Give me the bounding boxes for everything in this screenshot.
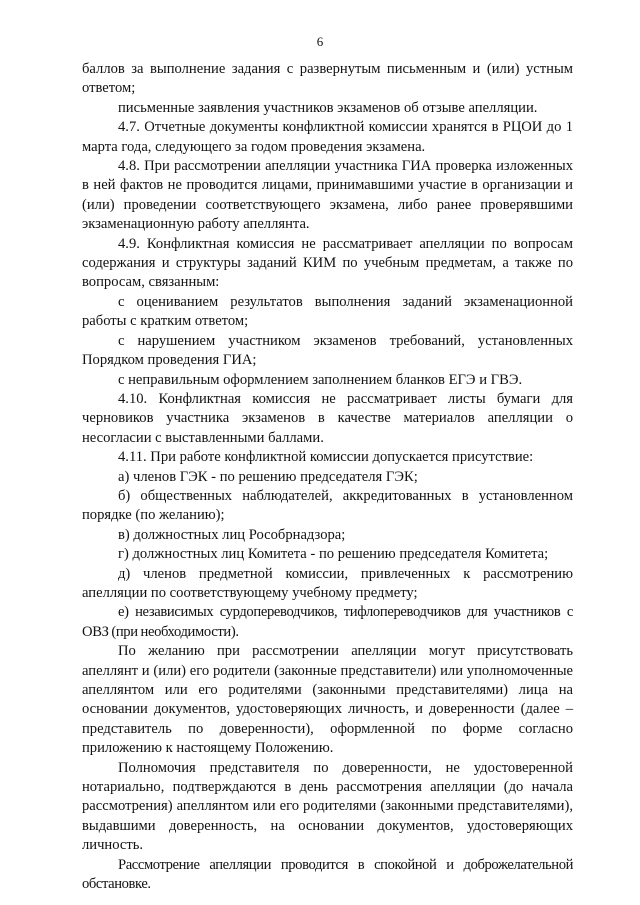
list-item-e: е) независимых сурдопереводчиков, тифлопереводчиков для участников с ОВЗ (при необходимости). xyxy=(82,604,573,640)
paragraph-violation: с нарушением участником экзаменов требований, установленных Порядком проведения ГИА; xyxy=(82,332,573,369)
paragraph-forms: с неправильным оформлением заполнением бланков ЕГЭ и ГВЭ. xyxy=(118,371,523,388)
paragraph-4-11: 4.11. При работе конфликтной комиссии допускается присутствие: xyxy=(118,449,534,466)
page-number: 6 xyxy=(316,34,324,49)
paragraph-4-7: 4.7. Отчетные документы конфликтной комиссии хранятся в РЦОИ до 1 марта года, следующего за годом проведения экзамена. xyxy=(82,119,573,155)
list-item-v: в) должностных лиц Рособрнадзора; xyxy=(118,526,346,543)
list-item-d: д) членов предметной комиссии, привлеченных к рассмотрению апелляции по соответствующему учебному предмету; xyxy=(82,565,573,601)
paragraph-answer-scores: баллов за выполнение задания с развернутым письменным и (или) устным ответом; xyxy=(82,61,573,97)
list-item-b: б) общественных наблюдателей, аккредитованных в установленном порядке (по желанию); xyxy=(82,487,573,524)
paragraph-attendees: По желанию при рассмотрении апелляции могут присутствовать апеллянт и (или) его родители (законные представители) или уполномоченные апеллянтом или его родителями (законными представителями) лица на основании документов, удостоверяющих личность, и доверенности (далее – представитель по доверенности), оформленной по форме согласно приложению к настоящему Положению. xyxy=(82,643,573,757)
document-body xyxy=(82,60,573,894)
paragraph-appeal-withdrawal: письменные заявления участников экзаменов об отзыве апелляции. xyxy=(118,99,538,116)
paragraph-short-answer: с оцениванием результатов выполнения заданий экзаменационной работы с кратким ответом; xyxy=(82,293,573,330)
list-item-g: г) должностных лиц Комитета - по решению председателя Комитета; xyxy=(118,546,549,563)
paragraph-power-of-attorney: Полномочия представителя по доверенности, не удостоверенной нотариально, подтверждаются в день рассмотрения апелляции (до начала рассмотрения) апеллянтом или его родителями (законными представителями), выдавшими доверенность, на основании документов, удостоверяющих личность. xyxy=(82,759,573,854)
paragraph-4-9: 4.9. Конфликтная комиссия не рассматривает апелляции по вопросам содержания и структуры заданий КИМ по учебным предметам, а также по вопросам, связанным: xyxy=(82,235,573,291)
paragraph-4-10: 4.10. Конфликтная комиссия не рассматривает листы бумаги для черновиков участника экзаменов в качестве материалов апелляции о несогласии с выставленными баллами. xyxy=(82,390,573,446)
paragraph-calm-atmosphere: Рассмотрение апелляции проводится в спокойной и доброжелательной обстановке. xyxy=(82,856,573,893)
list-item-a: а) членов ГЭК - по решению председателя ГЭК; xyxy=(118,468,418,485)
paragraph-4-8: 4.8. При рассмотрении апелляции участника ГИА проверка изложенных в ней фактов не проводится лицами, принимавшими участие в организации и (или) проведении соответствующего экзамена, либо ранее проверявшими экзаменационную работу апеллянта. xyxy=(82,158,573,233)
